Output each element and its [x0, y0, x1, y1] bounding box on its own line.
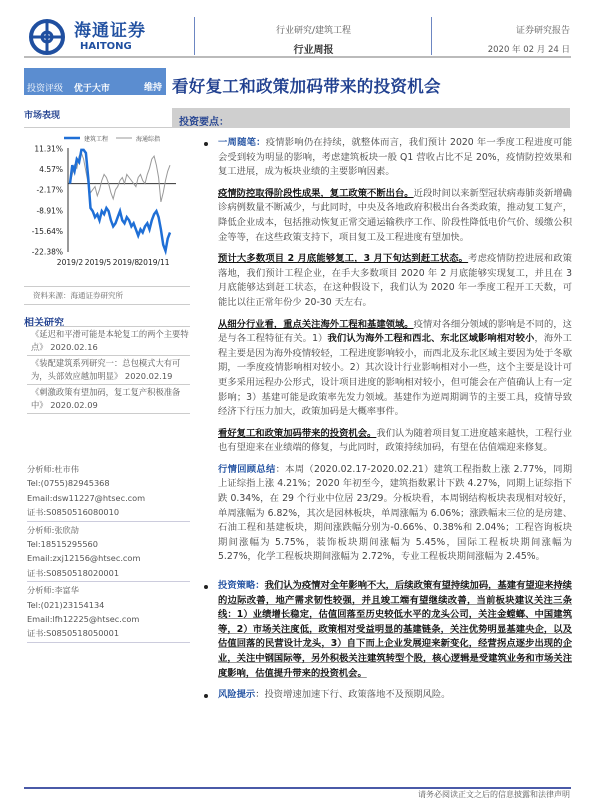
analyst-name: 分析师:李富华 [27, 585, 79, 596]
analyst-cert: 证书:S0850518050001 [27, 628, 120, 639]
rating-label: 投资评级 [27, 84, 64, 94]
analyst-tel: Tel:(0755)82945368 [27, 478, 110, 489]
market-review-paragraph: 行情回顾总结：本周（2020.02.17-2020.02.21）建筑工程指数上涨 2.77%，同期上证综指上涨 4.21%；2020 年初至今，建筑指数累计下跌 4.27%，同期上证综指下跌 0.34%，在 29 个行业中位居 23/29。分板块看，本周钢结构板块表现相对较好，单周涨幅为 6.82%，其次是园林板块，单周涨幅为 6.06%；涨跌幅末三位的是房建、石油工程和基建板块，期间涨跌幅分别为-0.66%、0.38%和 2.04%；工程咨询板块期间涨幅为 5.75%，装饰板块期间涨幅为 5.45%，国际工程板块期间涨幅为 5.27%，化学工程板块期间涨幅为 2.72%，专业工程板块期间涨幅为 2.45%。 [218, 463, 572, 563]
market-performance-chart [0, 128, 200, 273]
analyst-cert: 证书:S0850516080010 [27, 507, 120, 518]
opportunity-paragraph: 看好复工和政策加码带来的投资机会。我们认为随着项目复工进度越来越快，工程行业也有望迎来在业绩端的修复，与此同时，政策持续加码，有望在估值端迎来修复。 [218, 427, 572, 454]
analyst-card [27, 523, 190, 583]
analyst-email[interactable]: Email:lfh12225@htsec.com [27, 614, 140, 625]
y-tick-label: 4.57% [39, 165, 63, 175]
report-category: 行业研究/建筑工程 [275, 26, 352, 36]
x-tick-label: 2019/5 [84, 258, 112, 267]
key-points-header: 投资要点： [172, 108, 570, 128]
x-tick-label: 2019/2 [56, 258, 84, 267]
resumption-paragraph: 预计大多数项目 2 月底能够复工，3 月下旬达到赶工状态。考虑疫情防控进展和政策落地，我们预计工程企业，在手大多数项目 2020 年 2 月底能够实现复工，并且在 3 月底能够达到赶工状态，在这种假设下，我们认为 2020 年一季度工程开工天数，可能比以往正常年份少 20-30 天左右。 [218, 253, 572, 308]
related-item[interactable]: 《装配建筑系列研究一：总包模式大有可为，头部效应越加明显》 2020.02.19 [27, 355, 190, 384]
related-item[interactable]: 《延迟和平滑可能是本轮复工的两个主要特点》 2020.02.16 [27, 326, 190, 355]
epidemic-paragraph: 疫情防控取得阶段性成果，复工政策不断出台。近段时间以来新型冠状病毒肺炎新增确诊病例数量不断减少，与此同时，中央及各地政府积极出台各类政策，推动复工复产，降低企业成本，包括推动恢复正常交通运输秩序工作、阶段性降低电价气价、缓缴公积金等等，在这些政策支持下，项目复工及工程进度有望加快。 [218, 187, 572, 243]
header-rule [24, 56, 571, 58]
rating-bar [24, 68, 166, 95]
analyst-name: 分析师:杜市伟 [27, 464, 79, 474]
header-divider [194, 17, 195, 55]
weekly-notes-paragraph: 一周随笔：疫情影响仍在持续，就整体而言，我们预计 2020 年一季度工程进度可能会受到较为明显的影响，考虑建筑板块一般 Q1 营收占比不足 20%，疫情防控效果和复工进展，成为板块业绩的主要影响因素。 [218, 136, 572, 180]
risk-paragraph: 风险提示：投资增速加速下行、政策落地不及预期风险。 [218, 688, 572, 703]
related-research-title: 相关研究 [24, 318, 64, 329]
strategy-paragraph: 投资策略：我们认为疫情对全年影响不大，后续政策有望持续加码，基建有望迎来持续的边际改善，地产需求韧性较强，并且竣工端有望继续改善，当前板块建议关注三条线：1）业绩增长稳定，估值回落至历史较低水平的龙头公司，关注金螳螂、中国建筑等，2）市场关注度低，政策相对受益明显的基建链条，关注优势明显基建央企，以及估值回落的民营设计龙头，3）自下而上企业发展迎来新变化，经营拐点逐步出现的企业，关注中钢国际等，另外积极关注建筑转型个股，核心逻辑是受建筑业务和市场关注度影响，估值提升带来的投资机会。 [218, 579, 572, 681]
analyst-list [27, 462, 190, 644]
x-tick-label: 2019/8 [112, 258, 140, 267]
rating-value: 优于大市 [73, 84, 110, 94]
analyst-cert: 证书:S0850518020001 [27, 567, 120, 578]
haitong-logo-icon [28, 18, 70, 56]
related-item[interactable]: 《刺激政策有望加码，复工复产积极准备中》 2020.02.09 [27, 384, 190, 414]
market-performance-title: 市场表现 [24, 111, 61, 121]
legend-construction: 建筑工程 [84, 136, 109, 143]
legend-composite: 海通综指 [136, 136, 161, 143]
header-divider [431, 17, 432, 55]
analyst-card [27, 462, 190, 522]
footer-disclaimer[interactable]: 请务必阅读正文之后的信息披露和法律声明 [418, 790, 570, 799]
y-tick-label: -22.38% [31, 247, 63, 257]
analyst-card [27, 583, 190, 643]
analyst-name: 分析师:张欣劼 [27, 524, 79, 535]
y-tick-label: 11.31% [34, 144, 63, 154]
analyst-tel: Tel:(021)23154134 [27, 599, 105, 610]
analyst-email[interactable]: Email:zxj12156@htsec.com [27, 553, 141, 564]
analyst-tel: Tel:18515295560 [27, 539, 98, 550]
report-date: 2020 年 02 月 24 日 [487, 45, 570, 55]
related-research-list [27, 326, 190, 414]
x-tick-label: 2019/11 [138, 258, 170, 267]
y-tick-label: -15.64% [31, 226, 63, 236]
brand-name-cn: 海通证券 [74, 21, 146, 41]
subsector-paragraph: 从细分行业看，重点关注海外工程和基建领域。疫情对各细分领域的影响是不同的，这是与各工程特征有关。1）我们认为海外工程和西北、东北区域影响相对较小，海外工程主要是因为海外疫情较轻，工程进度影响较小，而西北及东北区域主要因为处于冬歇期，一季度疫情影响相对较小。2）其次设计行业影响相对小一些，这个主要是设计可更多采用远程办公形式，设计项目进度的影响相对较小，但可能会在产值确认上有一定影响；3）基建可能是政策率先发力领域。基建作为逆周期调节的主要工具，疫情导致经济下行压力加大，政策加码是大概率事件。 [218, 318, 572, 418]
rating-action: 维持 [143, 83, 162, 93]
report-type: 行业周报 [293, 45, 334, 56]
doc-type: 证券研究报告 [515, 26, 570, 36]
divider [24, 304, 190, 305]
brand-name-en: HAITONG [80, 41, 132, 52]
chart-source: 资料来源：海通证券研究所 [33, 291, 123, 300]
y-tick-label: -2.17% [36, 185, 63, 195]
series-line-composite [70, 153, 170, 202]
report-title: 看好复工和政策加码带来的投资机会 [172, 77, 441, 96]
main-content [218, 136, 572, 710]
divider [24, 286, 190, 287]
y-tick-label: -8.91% [36, 206, 63, 216]
analyst-email[interactable]: Email:dsw11227@htsec.com [27, 492, 146, 503]
